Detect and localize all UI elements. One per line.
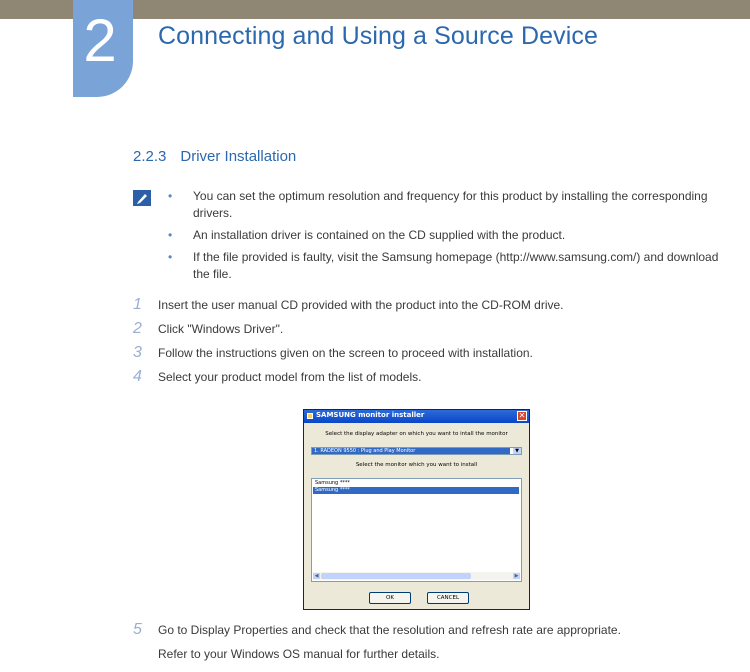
chevron-down-icon[interactable]: ▼ (513, 448, 521, 454)
monitor-prompt: Select the monitor which you want to install (355, 462, 478, 468)
dialog-title: SAMSUNG monitor installer (316, 411, 425, 419)
note-item (160, 227, 720, 244)
section-number: 2.2.3 (133, 148, 167, 165)
list-item[interactable]: Samsung **** (313, 487, 519, 494)
step-text: Click "Windows Driver". (158, 322, 284, 336)
ok-button[interactable]: OK (369, 592, 411, 604)
step-3 (133, 344, 733, 366)
note-text: If the file provided is faulty, visit the Samsung homepage (http://www.samsung.com/) and download the file. (193, 250, 719, 281)
adapter-prompt: Select the display adapter on which you want to intall the monitor (325, 431, 508, 437)
step-number: 2 (133, 320, 142, 337)
step-text: Go to Display Properties and check that the resolution and refresh rate are appropriate. (158, 623, 621, 637)
monitor-list[interactable] (311, 478, 522, 582)
adapter-selected-value: 1. RADEON 9550 : Plug and Play Monitor (312, 448, 510, 454)
step-text: Insert the user manual CD provided with the product into the CD-ROM drive. (158, 298, 564, 312)
bullet-icon: • (168, 189, 173, 203)
step-number: 1 (133, 296, 142, 313)
installer-dialog (303, 409, 530, 610)
step-4 (133, 368, 733, 390)
step-5 (133, 621, 733, 643)
bullet-icon: • (168, 250, 173, 264)
step-number: 5 (133, 621, 142, 638)
note-item (160, 249, 720, 283)
section-heading (133, 148, 296, 165)
note-text: An installation driver is contained on the CD supplied with the product. (193, 228, 566, 242)
note-text: You can set the optimum resolution and frequency for this product by installing the corresponding drivers. (193, 189, 708, 220)
step-text: Select your product model from the list of models. (158, 370, 422, 384)
adapter-select[interactable] (311, 447, 522, 455)
close-icon[interactable]: ✕ (518, 411, 526, 420)
note-icon (133, 190, 151, 206)
note-list (160, 188, 720, 288)
step-number: 4 (133, 368, 142, 385)
horizontal-scrollbar[interactable] (313, 572, 520, 580)
section-title: Driver Installation (180, 148, 297, 165)
scrollbar-thumb[interactable] (321, 573, 471, 579)
chapter-title: Connecting and Using a Source Device (158, 22, 598, 50)
bullet-icon: • (168, 228, 173, 242)
step-text: Follow the instructions given on the screen to proceed with installation. (158, 346, 533, 360)
chapter-tab (73, 0, 133, 97)
followup-text: Refer to your Windows OS manual for further details. (158, 647, 440, 661)
note-item (160, 188, 720, 222)
cancel-button[interactable]: CANCEL (427, 592, 469, 604)
chapter-number: 2 (83, 7, 117, 74)
step-number: 3 (133, 344, 142, 361)
chevron-right-icon[interactable]: ▶ (514, 573, 519, 579)
chevron-left-icon[interactable]: ◀ (314, 573, 319, 579)
step-2 (133, 320, 733, 342)
dialog-titlebar (304, 410, 529, 423)
app-icon (307, 413, 313, 419)
list-item[interactable]: Samsung **** (315, 480, 350, 486)
step-1 (133, 296, 733, 318)
